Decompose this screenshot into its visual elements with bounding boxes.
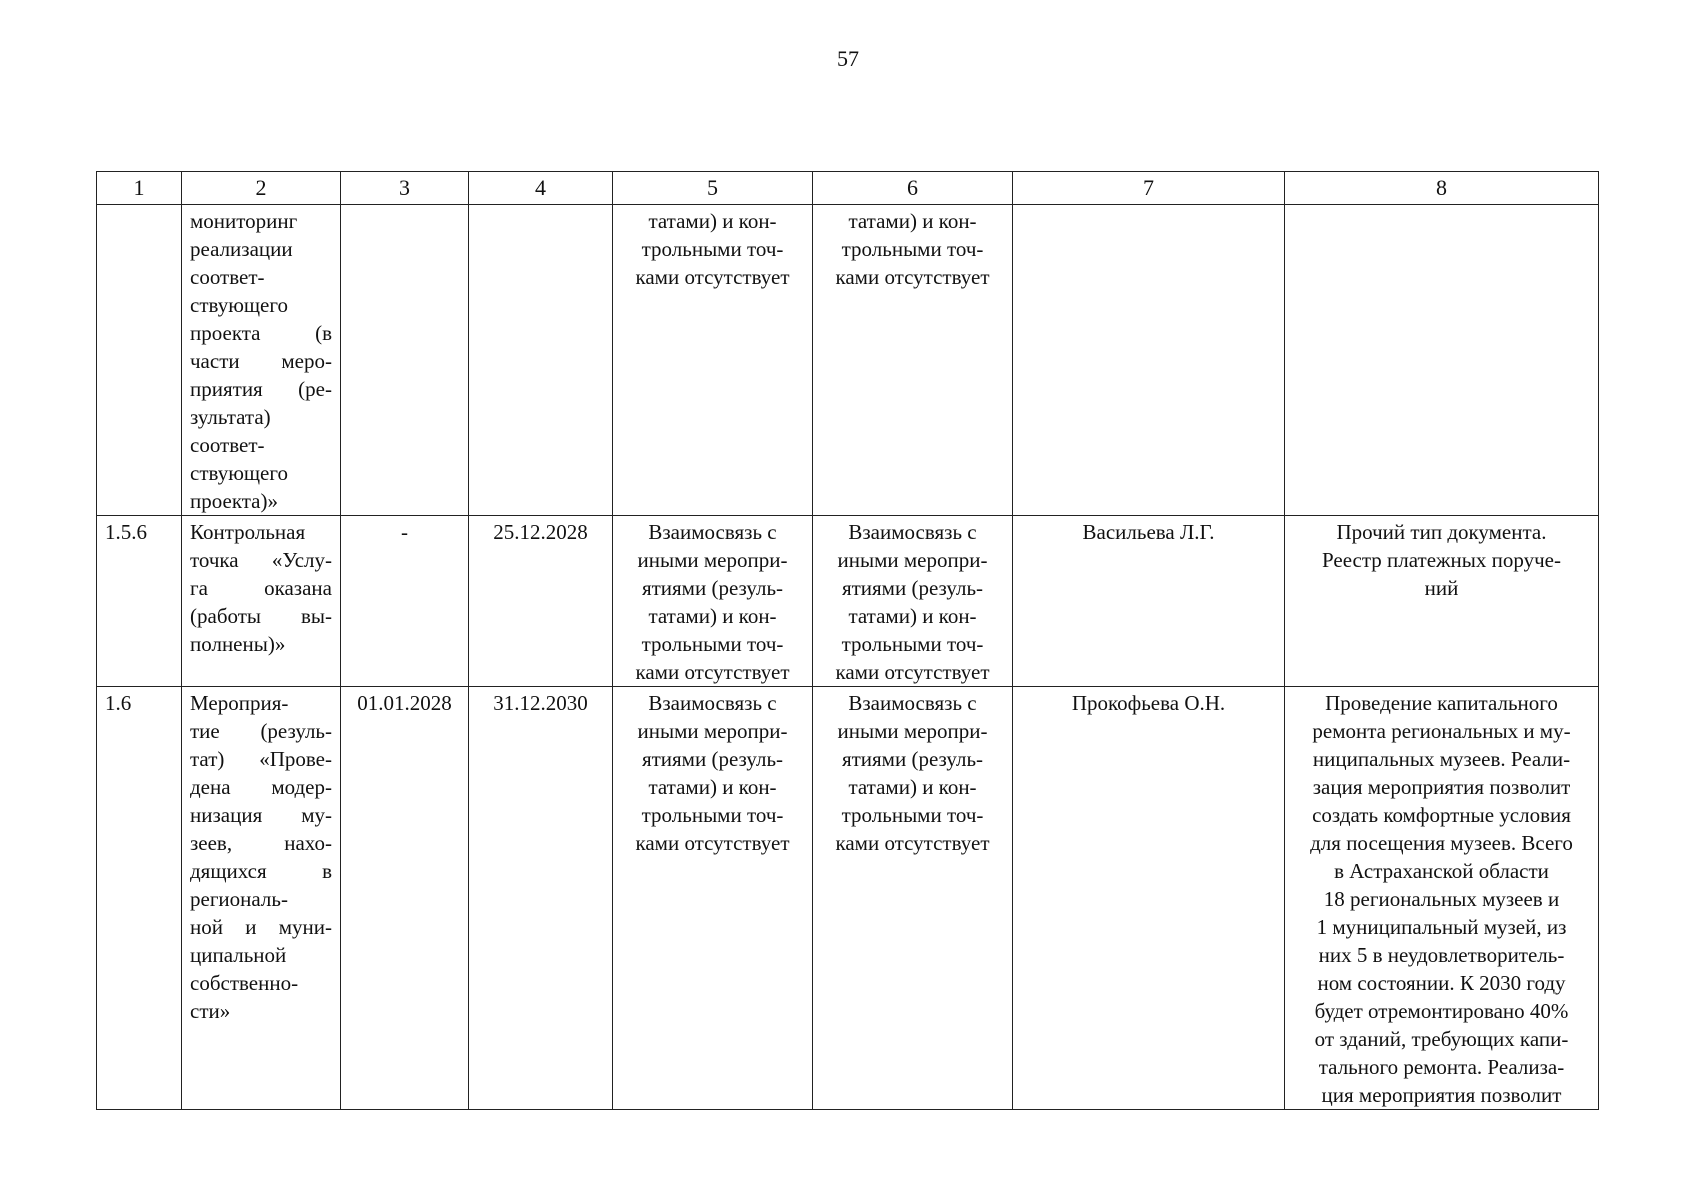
text-line: мониторинг xyxy=(190,209,298,233)
text-line: татами) и кон- xyxy=(848,604,977,628)
text-line: ками отсутствует xyxy=(635,831,790,855)
text-line: 18 региональных музеев и xyxy=(1323,887,1560,911)
end-date-cell xyxy=(469,205,613,516)
start-date-cell: 01.01.2028 xyxy=(341,687,469,1110)
text-line: ципальной xyxy=(190,943,287,967)
table-row xyxy=(97,687,1599,1110)
text-line: собственно- xyxy=(190,971,299,995)
text-line: Мероприя- xyxy=(190,691,289,715)
text-line: от зданий, требующих капи- xyxy=(1314,1027,1569,1051)
item-name-cell xyxy=(182,687,341,1110)
text-line: Контрольная xyxy=(190,520,306,544)
row-number: 1.5.6 xyxy=(97,516,182,687)
responsible-cell: Прокофьева О.Н. xyxy=(1013,687,1285,1110)
text-line: Взаимосвязь с xyxy=(648,691,777,715)
column-header: 8 xyxy=(1285,172,1599,205)
text-line: ятиями (резуль- xyxy=(841,576,984,600)
text-line: (работы вы- xyxy=(190,604,332,628)
end-date-cell: 25.12.2028 xyxy=(469,516,613,687)
relation-cell xyxy=(813,687,1013,1110)
row-number xyxy=(97,205,182,516)
text-line: реализации xyxy=(190,237,293,261)
table-header-row xyxy=(97,172,1599,205)
column-header: 1 xyxy=(97,172,182,205)
column-header: 4 xyxy=(469,172,613,205)
text-line: ками отсутствует xyxy=(835,831,990,855)
text-line: дена модер- xyxy=(190,775,332,799)
page-number: 57 xyxy=(837,46,859,71)
responsible-cell xyxy=(1013,205,1285,516)
text-line: ция мероприятия позволит xyxy=(1321,1083,1562,1107)
text-line: точка «Услу- xyxy=(190,548,332,572)
text-line: ятиями (резуль- xyxy=(641,747,784,771)
relation-cell xyxy=(613,687,813,1110)
text-line: иными меропри- xyxy=(837,548,988,572)
text-line: татами) и кон- xyxy=(848,775,977,799)
text-line: ном состоянии. К 2030 году xyxy=(1317,971,1566,995)
text-line: дящихся в xyxy=(190,859,332,883)
text-line: ний xyxy=(1424,576,1459,600)
text-line: тального ремонта. Реализа- xyxy=(1318,1055,1565,1079)
text-line: ствующего xyxy=(190,293,288,317)
text-line: соответ- xyxy=(190,265,265,289)
text-line: Проведение капитального xyxy=(1325,691,1558,715)
text-line: зация мероприятия позволит xyxy=(1312,775,1571,799)
text-line: региональ- xyxy=(190,887,288,911)
text-line: иными меропри- xyxy=(637,719,788,743)
plan-table xyxy=(96,171,1599,1110)
responsible-cell: Васильева Л.Г. xyxy=(1013,516,1285,687)
text-line: иными меропри- xyxy=(837,719,988,743)
text-line: Взаимосвязь с xyxy=(848,691,977,715)
text-line: ками отсутствует xyxy=(835,660,990,684)
text-line: ниципальных музеев. Реали- xyxy=(1312,747,1571,771)
text-line: ятиями (резуль- xyxy=(841,747,984,771)
text-line: Прочий тип документа. xyxy=(1336,520,1547,544)
text-line: проекта)» xyxy=(190,489,278,513)
text-line: приятия (ре- xyxy=(190,377,332,401)
text-line: Взаимосвязь с xyxy=(848,520,977,544)
text-line: татами) и кон- xyxy=(648,209,777,233)
text-line: части меро- xyxy=(190,349,332,373)
start-date-cell: - xyxy=(341,516,469,687)
text-line: для посещения музеев. Всего xyxy=(1310,831,1573,855)
text-line: будет отремонтировано 40% xyxy=(1314,999,1569,1023)
text-line: тат) «Прове- xyxy=(190,747,332,771)
text-line: ками отсутствует xyxy=(835,265,990,289)
text-line: сти» xyxy=(190,999,231,1023)
column-header: 5 xyxy=(613,172,813,205)
relation-cell xyxy=(613,516,813,687)
text-line: татами) и кон- xyxy=(648,604,777,628)
relation-cell xyxy=(613,205,813,516)
text-line: Взаимосвязь с xyxy=(648,520,777,544)
item-name-cell xyxy=(182,516,341,687)
text-line: трольными точ- xyxy=(841,237,984,261)
text-line: тие (резуль- xyxy=(190,719,332,743)
text-line: трольными точ- xyxy=(641,803,784,827)
text-line: ятиями (резуль- xyxy=(641,576,784,600)
description-cell xyxy=(1285,205,1599,516)
text-line: зультата) xyxy=(190,405,271,429)
table-row xyxy=(97,516,1599,687)
column-header: 3 xyxy=(341,172,469,205)
text-line: татами) и кон- xyxy=(648,775,777,799)
start-date-cell xyxy=(341,205,469,516)
text-line: 1 муниципальный музей, из xyxy=(1316,915,1567,939)
end-date-cell: 31.12.2030 xyxy=(469,687,613,1110)
text-line: ками отсутствует xyxy=(635,265,790,289)
text-line: низация му- xyxy=(190,803,332,827)
row-number: 1.6 xyxy=(97,687,182,1110)
text-line: зеев, нахо- xyxy=(190,831,332,855)
text-line: создать комфортные условия xyxy=(1312,803,1571,827)
relation-cell xyxy=(813,205,1013,516)
description-cell xyxy=(1285,687,1599,1110)
text-line: ками отсутствует xyxy=(635,660,790,684)
column-header: 6 xyxy=(813,172,1013,205)
column-header: 7 xyxy=(1013,172,1285,205)
text-line: трольными точ- xyxy=(841,632,984,656)
text-line: трольными точ- xyxy=(641,632,784,656)
relation-cell xyxy=(813,516,1013,687)
text-line: ремонта региональных и му- xyxy=(1312,719,1571,743)
text-line: соответ- xyxy=(190,433,265,457)
text-line: трольными точ- xyxy=(641,237,784,261)
text-line: них 5 в неудовлетворитель- xyxy=(1318,943,1565,967)
text-line: татами) и кон- xyxy=(848,209,977,233)
text-line: иными меропри- xyxy=(637,548,788,572)
description-cell xyxy=(1285,516,1599,687)
text-line: проекта (в xyxy=(190,321,332,345)
item-name-cell xyxy=(182,205,341,516)
text-line: в Астраханской области xyxy=(1334,859,1549,883)
table-row xyxy=(97,205,1599,516)
text-line: трольными точ- xyxy=(841,803,984,827)
text-line: Реестр платежных поруче- xyxy=(1321,548,1561,572)
text-line: га оказана xyxy=(190,576,332,600)
text-line: ной и муни- xyxy=(190,915,332,939)
text-line: ствующего xyxy=(190,461,288,485)
column-header: 2 xyxy=(182,172,341,205)
text-line: полнены)» xyxy=(190,632,286,656)
